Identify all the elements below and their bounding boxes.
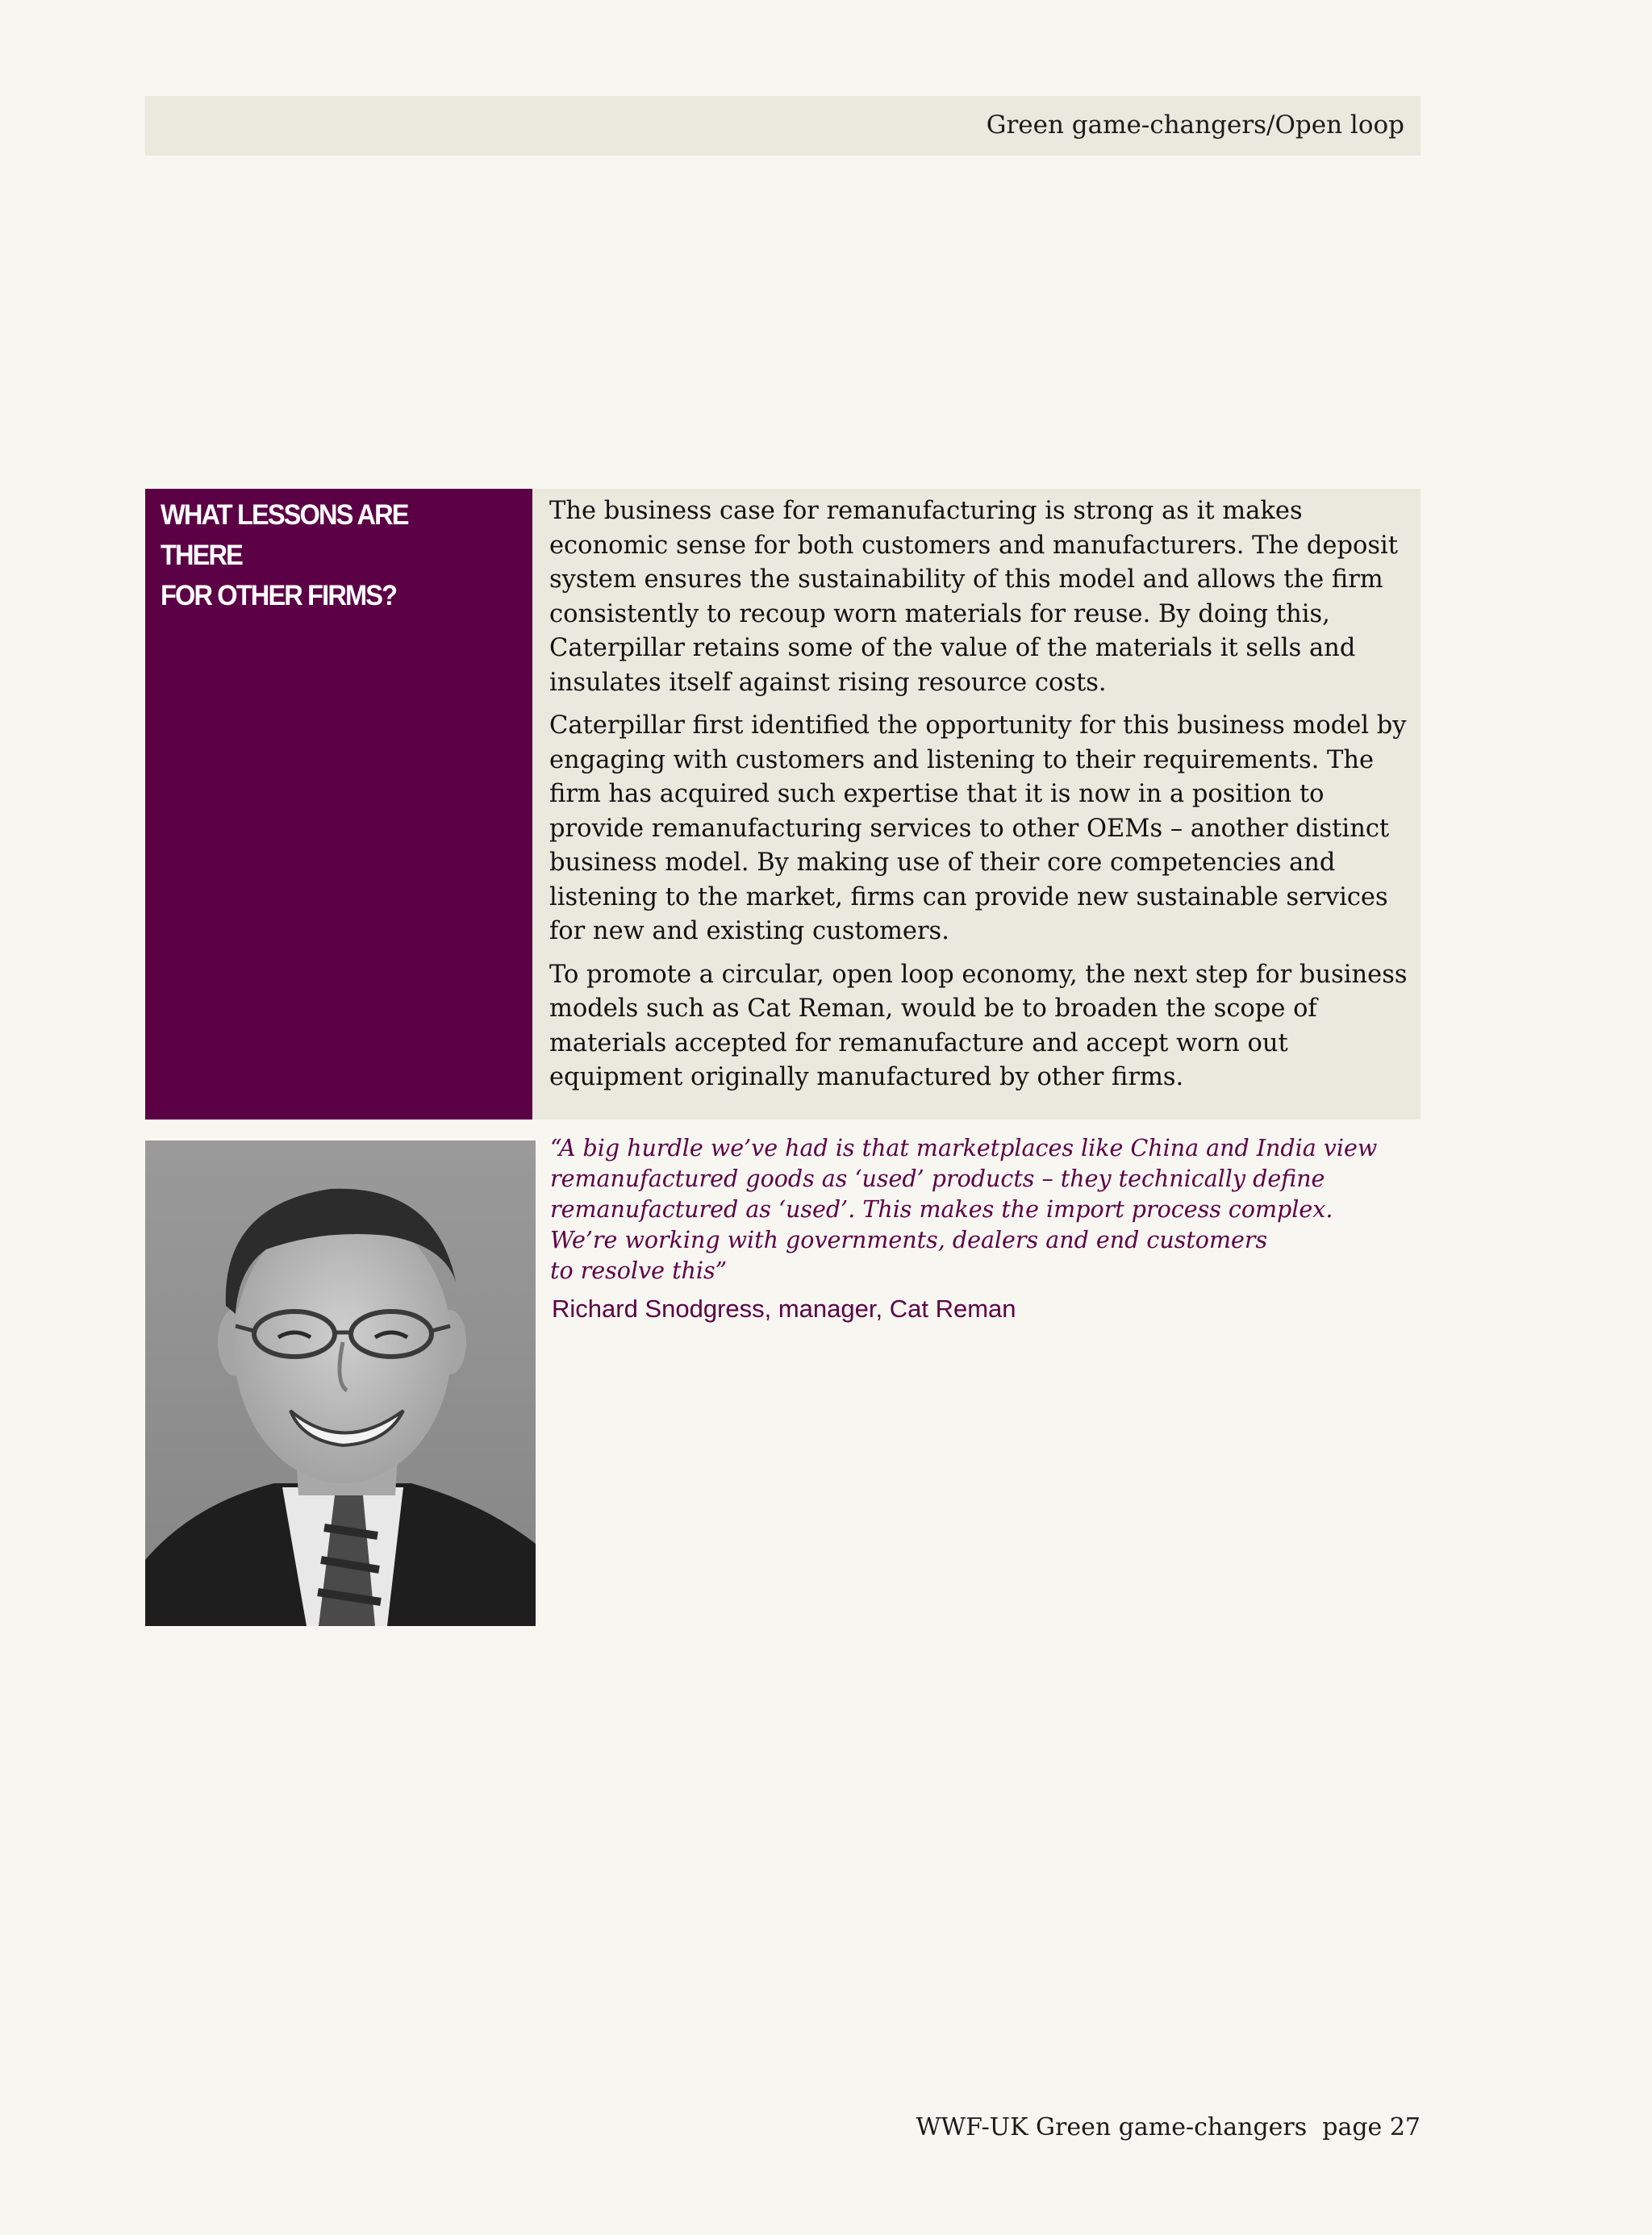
page-footer — [916, 2113, 1420, 2141]
page-number: page 27 — [1322, 2113, 1420, 2141]
quote-text: “A big hurdle we’ve had is that marketplaces like China and India view remanufactured goods as ‘used’ products – they technically define remanufactured as ‘used’. This makes the import process complex. We’re working with governments, dealers and end customers to resolve this” — [550, 1135, 1378, 1284]
lessons-paragraph-3: To promote a circular, open loop economy, the next step for business models such as Cat Reman, would be to broaden the scope of materials accepted for remanufacture and accept worn out equipment originally manufactured by other firms. — [549, 960, 1408, 1091]
lessons-heading-line-2: FOR OTHER FIRMS? — [161, 580, 397, 611]
running-header — [145, 96, 1420, 156]
lessons-heading-line-1: WHAT LESSONS ARE THERE — [161, 499, 408, 571]
lessons-panel — [145, 489, 1420, 1120]
portrait-illustration — [145, 1140, 536, 1626]
quote-attribution: Richard Snodgress, manager, Cat Reman — [552, 1295, 1016, 1323]
portrait-photo — [145, 1140, 536, 1626]
lessons-heading — [161, 495, 490, 616]
lessons-body — [549, 494, 1416, 1104]
lessons-paragraph-2: Caterpillar first identified the opportunity for this business model by engaging with customers and listening to their requirements. The firm has acquired such expertise that it is now in a position to provide remanufacturing services to other OEMs – another distinct business model. By making use of their core competencies and listening to the market, firms can provide new sustainable services for new and existing customers. — [549, 711, 1407, 945]
lessons-heading-box — [145, 489, 532, 1120]
section-title: Green game-changers/Open loop — [986, 110, 1404, 140]
publication-name: WWF-UK Green game-changers — [916, 2113, 1308, 2141]
pull-quote — [550, 1133, 1421, 1325]
lessons-paragraph-1: The business case for remanufacturing is strong as it makes economic sense for both customers and manufacturers. The deposit system ensures the sustainability of this model and allows the firm consistently to recoup worn materials for reuse. By doing this, Caterpillar retains some of the value of the materials it sells and insulates itself against rising resource costs. — [549, 497, 1398, 697]
